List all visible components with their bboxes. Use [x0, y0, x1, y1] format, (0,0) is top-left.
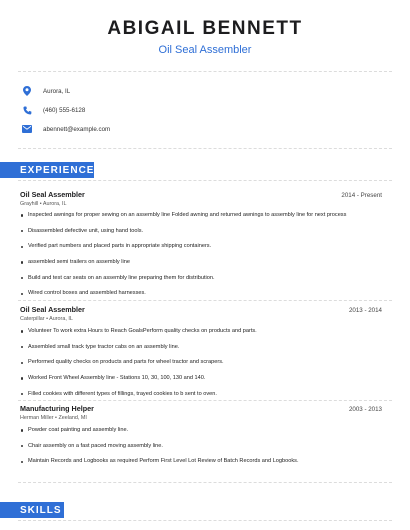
- job-dates: 2013 - 2014: [348, 307, 382, 314]
- job-divider: [18, 400, 392, 401]
- job-bullet: Build and test car seats on an assembly line preparing them for distribution.: [20, 275, 382, 282]
- job-company-line: Grayhill • Aurora, IL: [20, 201, 67, 207]
- job-company: Grayhill: [20, 201, 39, 207]
- location-pin-icon: [21, 85, 33, 97]
- job-bullet: Worked Front Wheel Assembly line - Stations 10, 30, 100, 130 and 140.: [20, 375, 382, 382]
- job-title: Manufacturing Helper: [20, 404, 94, 413]
- job-bullet: Powder coat painting and assembly line.: [20, 427, 382, 434]
- job-bullet: Verified part numbers and placed parts in appropriate shipping containers.: [20, 243, 382, 250]
- contact-phone-text: (460) 555-6128: [43, 106, 86, 114]
- contact-list: [0, 72, 410, 138]
- job-bullet: Assembled small track type tractor cabs on an assembly line.: [20, 344, 382, 351]
- job-bullet: Disassembled defective unit, using hand tools.: [20, 228, 382, 235]
- contact-email: [21, 120, 410, 138]
- job-company-line: Caterpillar • Aurora, IL: [20, 316, 73, 322]
- contact-phone: [21, 101, 410, 119]
- section-skills-heading: SKILLS: [0, 502, 64, 518]
- job-bullets: [20, 212, 382, 297]
- resume-header: [0, 0, 410, 57]
- email-icon: [21, 123, 33, 135]
- contact-location: [21, 82, 410, 100]
- job-location: Aurora, IL: [49, 316, 73, 322]
- section-experience-heading: EXPERIENCE: [0, 162, 94, 178]
- contact-divider: [18, 148, 392, 149]
- job-entry: [20, 305, 382, 398]
- candidate-role: Oil Seal Assembler: [158, 44, 252, 56]
- experience-divider: [18, 180, 392, 181]
- job-bullets: [20, 427, 382, 465]
- job-location: Zeeland, MI: [58, 415, 87, 421]
- job-bullet: assembled semi trailers on assembly line: [20, 259, 382, 266]
- job-entry: [20, 404, 382, 465]
- job-company: Herman Miller: [20, 415, 54, 421]
- job-entry: [20, 190, 382, 297]
- job-bullet: Wired control boxes and assembled harnesses.: [20, 290, 382, 297]
- job-bullets: [20, 328, 382, 398]
- job-dates: 2014 - Present: [341, 192, 382, 199]
- job-bullet: Maintain Records and Logbooks as required Perform First Level Lot Review of Batch Records and Logbooks.: [20, 458, 382, 465]
- job-title: Oil Seal Assembler: [20, 190, 85, 199]
- experience-end-divider: [18, 482, 392, 483]
- contact-location-text: Aurora, IL: [43, 87, 71, 95]
- job-bullet: Chair assembly on a fast paced moving assembly line.: [20, 443, 382, 450]
- job-bullet: Filled cookies with different types of fillings, trayed cookies to b sent to oven.: [20, 391, 382, 398]
- job-location: Aurora, IL: [42, 201, 67, 207]
- job-company: Caterpillar: [20, 316, 45, 322]
- skills-divider: [18, 520, 392, 521]
- job-dates: 2003 - 2013: [348, 406, 382, 413]
- candidate-name: ABIGAIL BENNETT: [107, 18, 303, 39]
- job-title: Oil Seal Assembler: [20, 305, 85, 314]
- phone-icon: [21, 104, 33, 116]
- job-bullet: Performed quality checks on products and parts for wheel tractor and scrapers.: [20, 359, 382, 366]
- job-bullet: Volunteer To work extra Hours to Reach GoalsPerform quality checks on products and parts.: [20, 328, 382, 335]
- contact-email-text: abennett@example.com: [43, 125, 111, 133]
- job-bullet: Inspected awnings for proper sewing on an assembly line Folded awning and returned awnings to assembly line for next process: [20, 212, 382, 219]
- job-company-line: Herman Miller • Zeeland, MI: [20, 415, 87, 421]
- job-divider: [18, 300, 392, 301]
